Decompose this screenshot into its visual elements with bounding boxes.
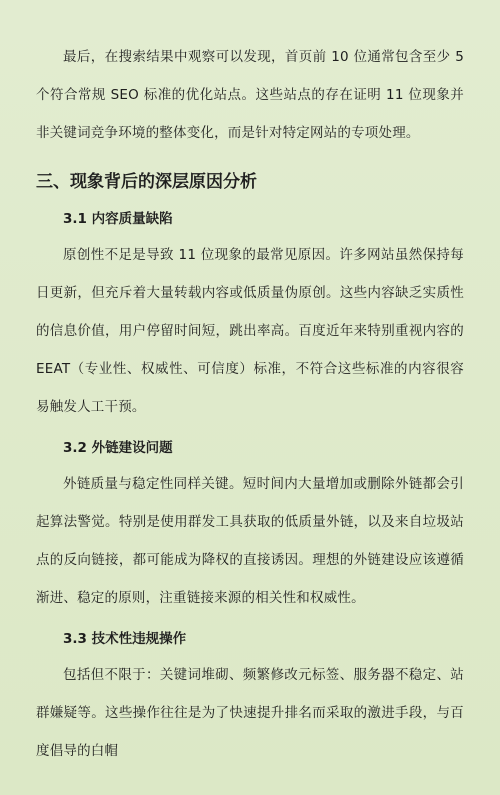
subsection-heading-3-2: 3.2 外链建设问题 xyxy=(63,440,173,456)
paragraph-technical-violations: 包括但不限于：关键词堆砌、频繁修改元标签、服务器不稳定、站群嫌疑等。这些操作往往是为了快速提升排名而采取的激进手段，与百度倡导的白帽 xyxy=(36,667,464,759)
section-heading: 三、现象背后的深层原因分析 xyxy=(36,172,257,192)
paragraph-intro: 最后，在搜索结果中观察可以发现，首页前 10 位通常包含至少 5 个符合常规 SEO 标准的优化站点。这些站点的存在证明 11 位现象并非关键词竞争环境的整体变化，而是针对特定网站的专项处理。 xyxy=(36,49,464,141)
paragraph-content-quality: 原创性不足是导致 11 位现象的最常见原因。许多网站虽然保持每日更新，但充斥着大量转载内容或低质量伪原创。这些内容缺乏实质性的信息价值，用户停留时间短，跳出率高。百度近年来特别重视内容的 EEAT（专业性、权威性、可信度）标准，不符合这些标准的内容很容易触发人工干预。 xyxy=(36,247,464,415)
subsection-heading-3-3: 3.3 技术性违规操作 xyxy=(63,631,187,647)
paragraph-backlinks: 外链质量与稳定性同样关键。短时间内大量增加或删除外链都会引起算法警觉。特别是使用群发工具获取的低质量外链，以及来自垃圾站点的反向链接，都可能成为降权的直接诱因。理想的外链建设应该遵循渐进、稳定的原则，注重链接来源的相关性和权威性。 xyxy=(36,476,464,606)
subsection-heading-3-1: 3.1 内容质量缺陷 xyxy=(63,211,173,227)
